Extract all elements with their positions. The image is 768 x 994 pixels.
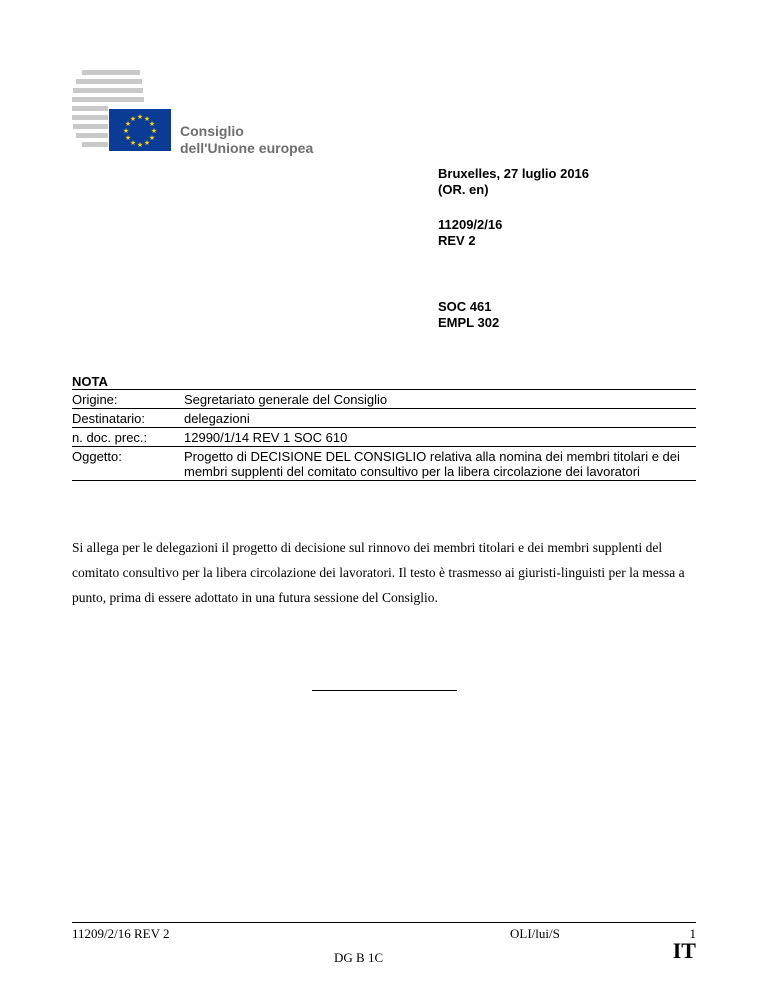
footer-ref: OLI/lui/S [510,926,560,941]
svg-text:★: ★ [143,139,151,147]
note-value: Segretariato generale del Consiglio [184,392,388,407]
note-label: Oggetto: [72,449,122,464]
eu-flag-icon [109,109,171,151]
svg-text:★: ★ [136,113,144,121]
header-date-block [438,166,589,198]
svg-text:★: ★ [124,134,132,142]
header-doc-number: 11209/2/16 [438,217,503,232]
note-label: Origine: [72,392,118,407]
body-paragraph: Si allega per le delegazioni il progetto di decisione sul rinnovo dei membri titolari e dei membri supplenti del comitato consultivo per la libera circolazione dei lavoratori. Il testo è trasmesso ai giuristi-linguisti per la messa a punto, prima di essere adottato in una futura sessione del Consiglio. [72,540,685,605]
note-value: delegazioni [184,411,250,426]
svg-text:★: ★ [129,115,137,123]
logo-text [180,123,313,157]
svg-text:★: ★ [148,134,156,142]
header-date: Bruxelles, 27 luglio 2016 [438,166,590,181]
svg-text:★: ★ [143,115,151,123]
header-revision: REV 2 [438,233,476,248]
svg-text:★: ★ [150,127,158,135]
note-row-recipient [72,409,696,428]
header-code2: EMPL 302 [438,315,500,330]
note-label: Destinatario: [72,411,145,426]
svg-text:★: ★ [129,139,137,147]
note-row-subject [72,447,696,481]
header-code1: SOC 461 [438,299,492,314]
footer-rule [72,922,696,923]
header-docnum-block [438,217,502,249]
svg-text:★: ★ [148,120,156,128]
logo-line2: dell'Unione europea [180,140,314,156]
svg-text:★: ★ [124,120,132,128]
note-table [72,389,696,481]
note-value: 12990/1/14 REV 1 SOC 610 [184,430,348,445]
logo-line1: Consiglio [180,123,244,139]
svg-text:★: ★ [136,141,144,149]
header-codes-block [438,299,499,331]
footer-doc-number: 11209/2/16 REV 2 [72,926,170,941]
note-label: n. doc. prec.: [72,430,148,445]
note-value: Progetto di DECISIONE DEL CONSIGLIO relativa alla nomina dei membri titolari e dei membri supplenti del comitato consultivo per la libera circolazione dei lavoratori [184,449,680,479]
svg-text:★: ★ [122,127,130,135]
note-title: NOTA [72,374,108,389]
footer-dg: DG B 1C [334,950,384,965]
header-orig: (OR. en) [438,182,489,197]
footer-language: IT [672,938,696,963]
note-row-prev-doc [72,428,696,447]
separator-line [312,690,457,691]
note-row-origin [72,390,696,409]
footer-page-number: 1 [689,926,696,941]
